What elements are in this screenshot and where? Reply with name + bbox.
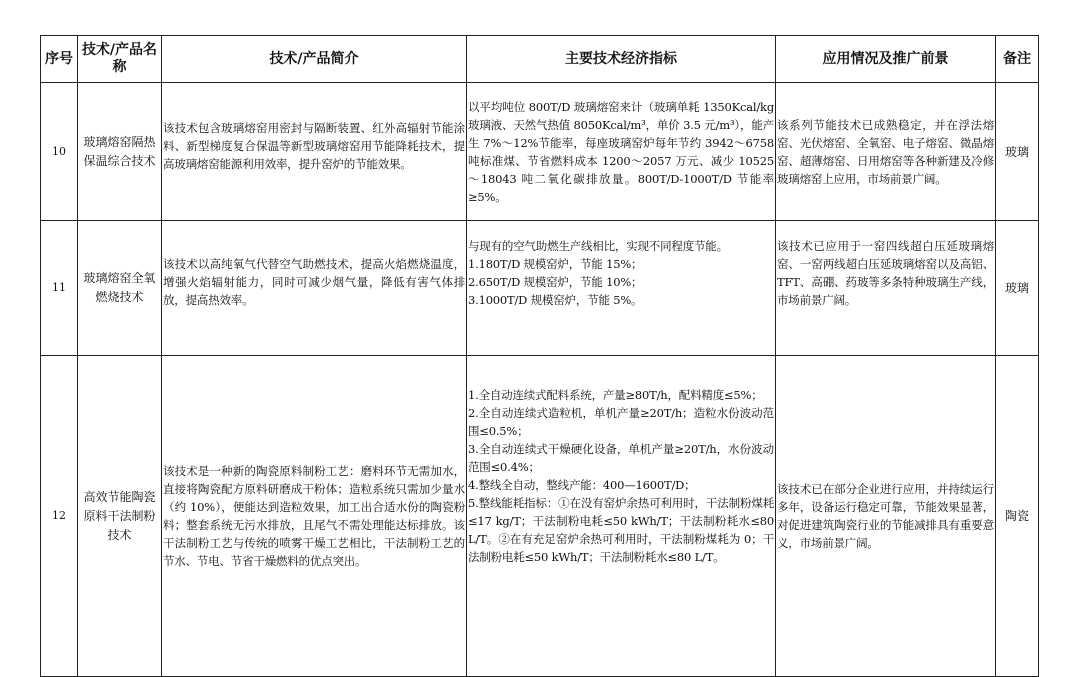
table-row [41,83,1039,221]
row-intro: 该技术是一种新的陶瓷原料制粉工艺：磨料环节无需加水，直接将陶瓷配方原料研磨成干粉体；造粒系统只需加少量水（约 10%），便能达到造粒效果，加工出合适水份的陶瓷粉料；整套系统无污水排放，且尾气不需处理能达标排放。该干法制粉工艺与传统的喷雾干燥工艺相比，干法制粉工艺的节水、节电、节省干燥燃料的优点突出。 [162,356,467,677]
row-application: 该系列节能技术已成熟稳定，并在浮法熔窑、光伏熔窑、全氧窑、电子熔窑、微晶熔窑、超薄熔窑、日用熔窑等各种新建及冷修玻璃熔窑上应用，市场前景广阔。 [776,83,996,221]
row-indicators [467,221,776,356]
header-name: 技术/产品名称 [78,36,162,83]
row-application: 该技术已应用于一窑四线超白压延玻璃熔窑、一窑两线超白压延玻璃熔窑以及高铝、TFT、高硼、药玻等多条特种玻璃生产线，市场前景广阔。 [776,221,996,356]
row-note: 玻璃 [996,83,1039,221]
indicator-item: 3.全自动连续式干燥硬化设备，单机产量≥20T/h，水份波动范围≤0.4%； [468,442,774,474]
indicator-item: 3.1000T/D 规模窑炉，节能 5%。 [468,293,643,307]
header-intro: 技术/产品简介 [162,36,467,83]
row-name: 玻璃熔窑隔热保温综合技术 [78,83,162,221]
indicator-item: 1.180T/D 规模窑炉，节能 15%； [468,257,643,271]
row-intro: 该技术以高纯氧气代替空气助燃技术，提高火焰燃烧温度，增强火焰辐射能力，同时可减少烟气量，降低有害气体排放，提高热效率。 [162,221,467,356]
header-application: 应用情况及推广前景 [776,36,996,83]
row-name: 玻璃熔窑全氧燃烧技术 [78,221,162,356]
tech-table [40,35,1039,677]
indicator-item: 4.整线全自动，整线产能：400—1600T/D； [468,478,696,492]
row-number: 10 [41,83,78,221]
row-indicators [467,356,776,677]
indicator-item: 1.全自动连续式配料系统，产量≥80T/h，配料精度≤5%； [468,388,763,402]
row-intro: 该技术包含玻璃熔窑用密封与隔断装置、红外高辐射节能涂料、新型梯度复合保温等新型玻璃熔窑用节能降耗技术，提高玻璃熔窑能源利用效率，提升窑炉的节能效果。 [162,83,467,221]
indicator-item: 2.650T/D 规模窑炉，节能 10%； [468,275,643,289]
header-row [41,36,1039,83]
row-application: 该技术已在部分企业进行应用，并持续运行多年，设备运行稳定可靠，节能效果显著，对促进建筑陶瓷行业的节能减排具有重要意义，市场前景广阔。 [776,356,996,677]
header-num: 序号 [41,36,78,83]
table-row [41,221,1039,356]
header-indicators: 主要技术经济指标 [467,36,776,83]
row-name: 高效节能陶瓷原料干法制粉技术 [78,356,162,677]
indicator-item: 5.整线能耗指标：①在没有窑炉余热可利用时，干法制粉煤耗≤17 kg/T；干法制粉电耗≤50 kWh/T；干法制粉耗水≤80 L/T。②在有充足窑炉余热可利用时，干法制粉煤耗为 0；干法制粉电耗≤50 kWh/T；干法制粉耗水≤80 L/T。 [468,496,774,564]
row-number: 12 [41,356,78,677]
table-row [41,356,1039,677]
indicator-item: 2.全自动连续式造粒机，单机产量≥20T/h；造粒水份波动范围≤0.5%； [468,406,774,438]
header-note: 备注 [996,36,1039,83]
indicator-item: 与现有的空气助燃生产线相比，实现不同程度节能。 [468,239,728,253]
row-note: 陶瓷 [996,356,1039,677]
indicator-list [468,237,774,309]
row-number: 11 [41,221,78,356]
row-indicators: 以平均吨位 800T/D 玻璃熔窑来计（玻璃单耗 1350Kcal/kg 玻璃液、天然气热值 8050Kcal/m³，单价 3.5 元/m³），能产生 7%～12%节能率，每座玻璃窑炉每年节约 3942～6758 吨标准煤、节省燃料成本 1200～2057 万元、减少 10525～18043 吨二氧化碳排放量。800T/D-1000T/D 节能率≥5%。 [467,83,776,221]
indicator-list [468,386,774,566]
row-note: 玻璃 [996,221,1039,356]
